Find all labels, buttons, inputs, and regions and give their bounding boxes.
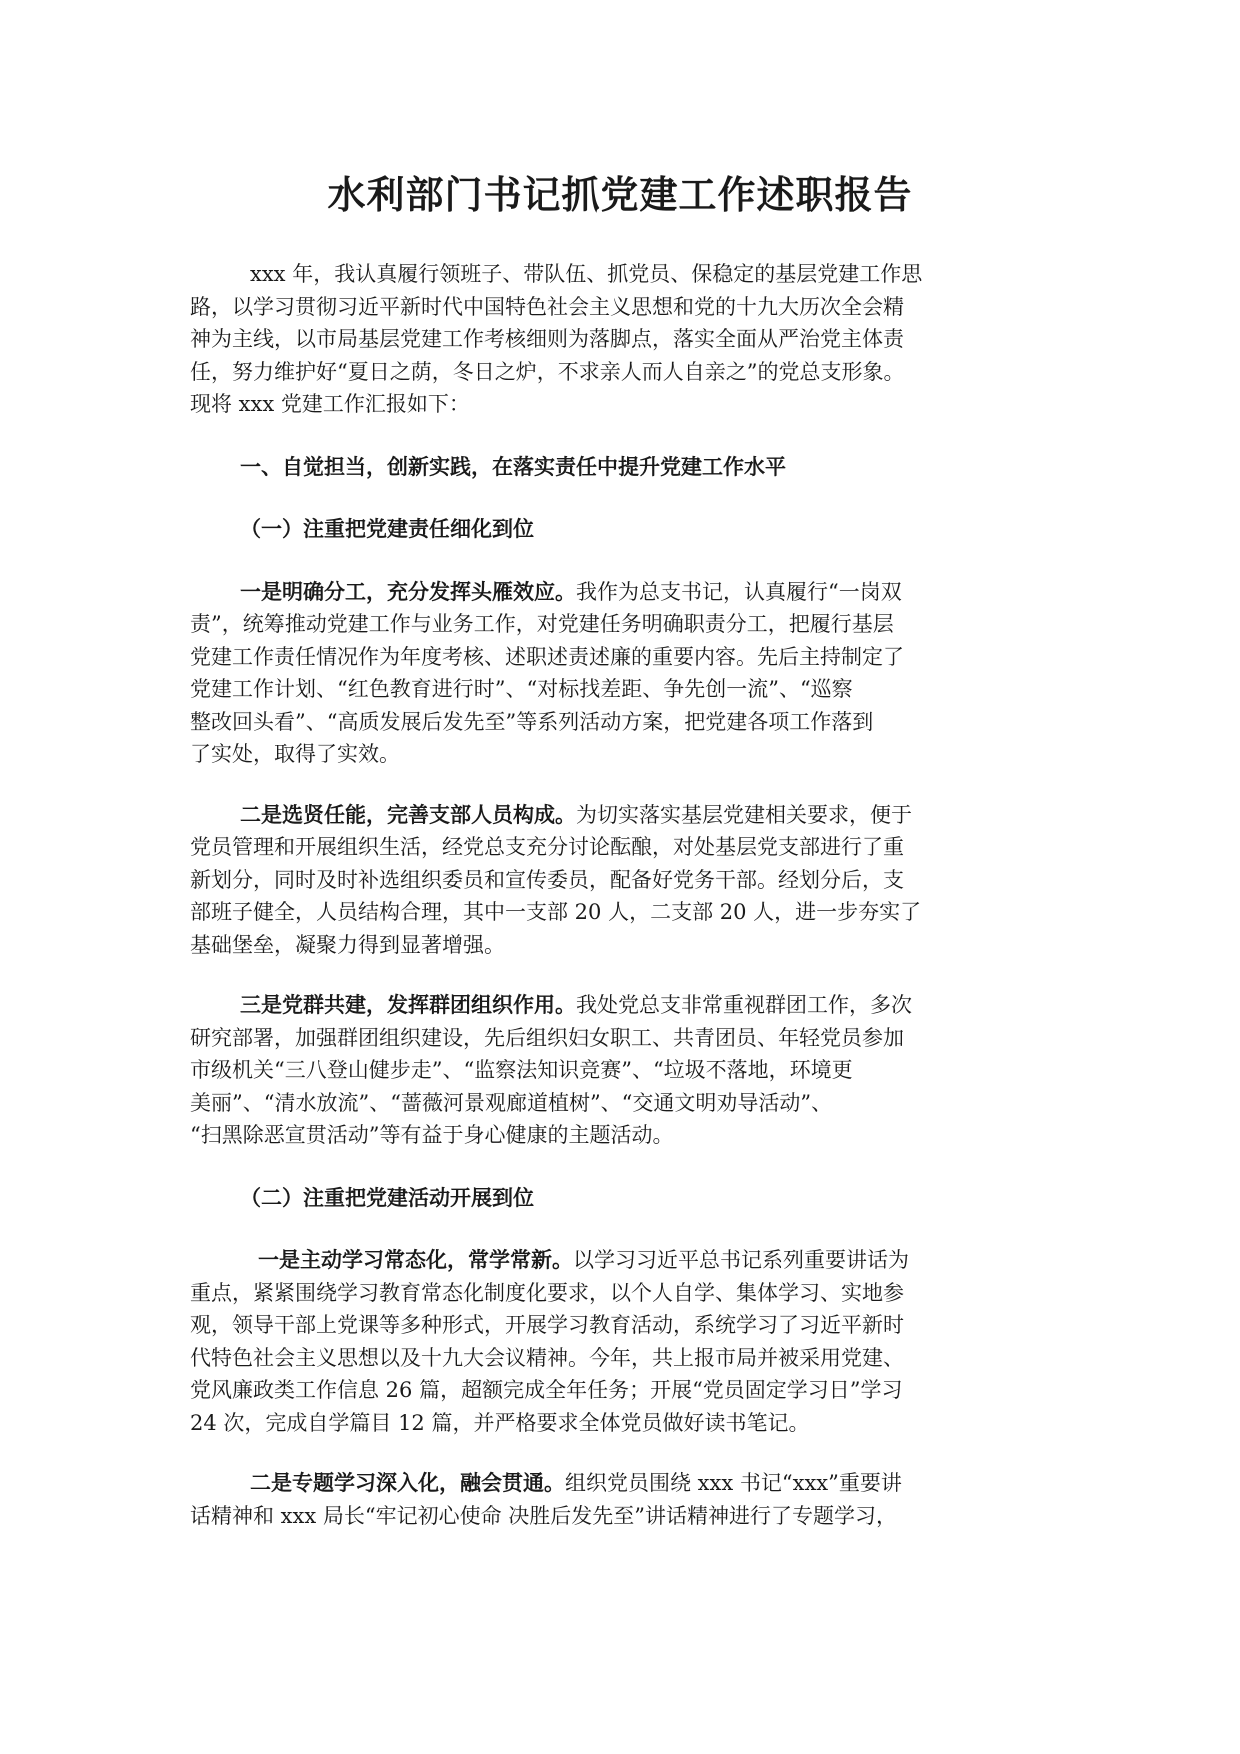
paragraph-line: 整改回头看”、“高质发展后发先至”等系列活动方案，把党建各项工作落到 <box>190 709 874 734</box>
paragraph-line: 新划分，同时及时补选组织委员和宣传委员，配备好党务干部。经划分后，支 <box>190 867 904 892</box>
paragraph-line: 责”，统筹推动党建工作与业务工作，对党建任务明确职责分工，把履行基层 <box>190 612 894 636</box>
paragraph-personnel <box>190 799 1050 962</box>
paragraph-line: 基础堡垒，凝聚力得到显著增强。 <box>190 932 505 957</box>
paragraph-line: 24 次，完成自学篇目 12 篇，并严格要求全体党员做好读书笔记。 <box>190 1410 810 1435</box>
paragraph-responsibility <box>190 576 1050 771</box>
paragraph-text: 我作为总支书记，认真履行“一岗双 <box>576 579 902 604</box>
paragraph-text: 组织党员围绕 xxx 书记“xxx”重要讲 <box>565 1471 902 1495</box>
paragraph-text: 以学习习近平总书记系列重要讲话为 <box>573 1248 909 1272</box>
paragraph-line: 代特色社会主义思想以及十九大会议精神。今年，共上报市局并被采用党建、 <box>190 1345 904 1370</box>
intro-paragraph <box>190 258 1050 421</box>
document-title: 水利部门书记抓党建工作述职报告 <box>327 173 913 217</box>
paragraph-line: 部班子健全，人员结构合理，其中一支部 20 人，二支部 20 人，进一步夯实了 <box>190 900 922 924</box>
intro-line: xxx 年，我认真履行领班子、带队伍、抓党员、保稳定的基层党建工作思 <box>250 262 923 286</box>
paragraph-line: 党风廉政类工作信息 26 篇，超额完成全年任务；开展“党员固定学习日”学习 <box>190 1378 903 1402</box>
paragraph-line: 研究部署，加强群团组织建设，先后组织妇女职工、共青团员、年轻党员参加 <box>190 1025 904 1050</box>
paragraph-lead: 三是党群共建，发挥群团组织作用。 <box>240 993 576 1017</box>
paragraph-line: 重点，紧紧围绕学习教育常态化制度化要求，以个人自学、集体学习、实地参 <box>190 1280 904 1305</box>
paragraph-text: 我处党总支非常重视群团工作，多次 <box>576 993 912 1017</box>
paragraph-lead: 二是专题学习深入化，融会贯通。 <box>250 1471 565 1495</box>
paragraph-mass-groups <box>190 989 1050 1152</box>
paragraph-lead: 一是主动学习常态化，常学常新。 <box>258 1248 573 1272</box>
intro-line: 任，努力维护好“夏日之荫，冬日之炉，不求亲人而人自亲之”的党总支形象。 <box>190 359 905 384</box>
section-heading-1: 一、自觉担当，创新实践，在落实责任中提升党建工作水平 <box>240 454 786 479</box>
paragraph-line: 市级机关“三八登山健步走”、“监察法知识竞赛”、“垃圾不落地，环境更 <box>190 1058 853 1082</box>
paragraph-line: 美丽”、“清水放流”、“蔷薇河景观廊道植树”、“交通文明劝导活动”、 <box>190 1090 833 1115</box>
paragraph-line: 观，领导干部上党课等多种形式，开展学习教育活动，系统学习了习近平新时 <box>190 1313 904 1337</box>
paragraph-line: 党员管理和开展组织生活，经党总支充分讨论酝酿，对处基层党支部进行了重 <box>190 835 904 859</box>
paragraph-text: 为切实落实基层党建相关要求，便于 <box>576 802 912 827</box>
intro-line: 现将 xxx 党建工作汇报如下： <box>190 392 470 416</box>
subsection-heading-1: （一）注重把党建责任细化到位 <box>240 517 534 541</box>
paragraph-line: 党建工作责任情况作为年度考核、述职述责述廉的重要内容。先后主持制定了 <box>190 644 904 669</box>
subsection-heading-2: （二）注重把党建活动开展到位 <box>240 1185 534 1210</box>
intro-line: 路，以学习贯彻习近平新时代中国特色社会主义思想和党的十九大历次全会精 <box>190 294 904 319</box>
paragraph-line: “扫黑除恶宣贯活动”等有益于身心健康的主题活动。 <box>190 1123 674 1147</box>
paragraph-line: 党建工作计划、“红色教育进行时”、“对标找差距、争先创一流”、“巡察 <box>190 677 853 701</box>
paragraph-lead: 一是明确分工，充分发挥头雁效应。 <box>240 579 576 604</box>
paragraph-line: 了实处，取得了实效。 <box>190 742 400 766</box>
intro-line: 神为主线，以市局基层党建工作考核细则为落脚点，落实全面从严治党主体责 <box>190 327 904 351</box>
paragraph-regular-study <box>190 1244 1050 1439</box>
document-body <box>190 258 1050 1532</box>
paragraph-line: 话精神和 xxx 局长“牢记初心使命 决胜后发先至”讲话精神进行了专题学习， <box>190 1503 898 1528</box>
paragraph-lead: 二是选贤任能，完善支部人员构成。 <box>240 802 576 827</box>
paragraph-special-study <box>190 1467 1050 1532</box>
